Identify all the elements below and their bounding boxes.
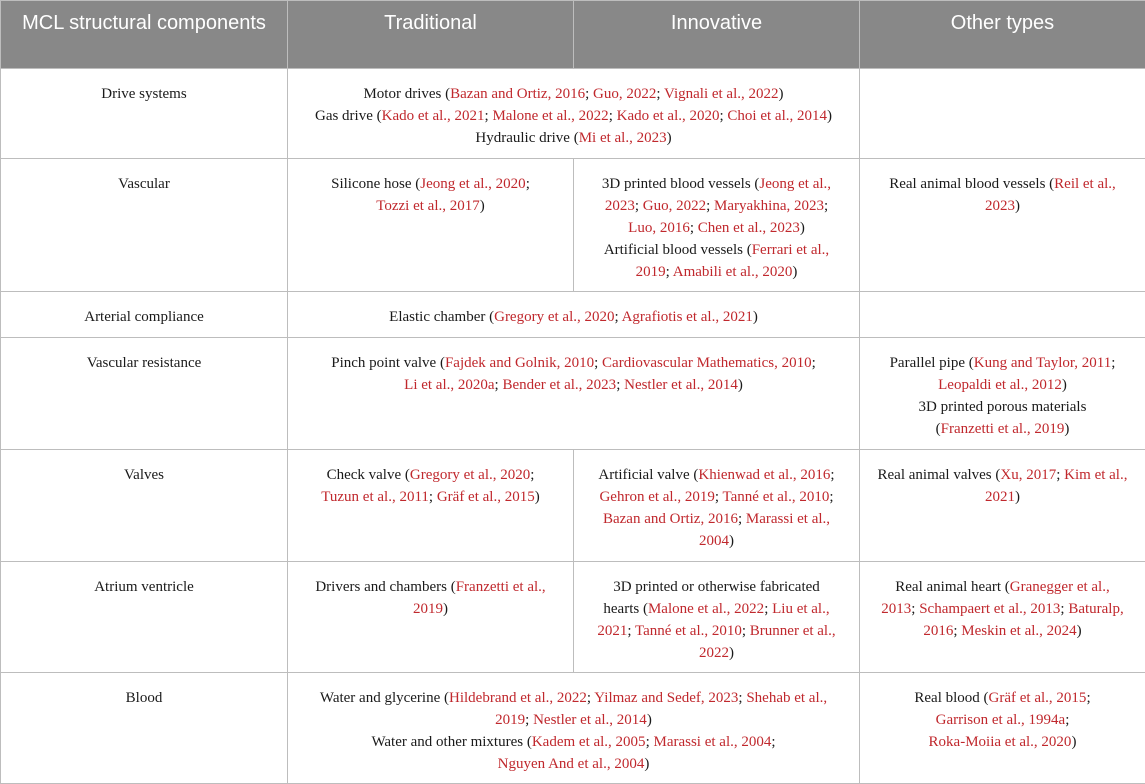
cell-line: Artificial blood vessels (Ferrari et al., (584, 239, 849, 261)
citation-link[interactable]: Khienwad et al., 2016 (698, 467, 830, 483)
citation-link[interactable]: 2004 (699, 533, 729, 549)
citation-link[interactable]: 2019 (413, 601, 443, 617)
citation-link[interactable]: Tanné et al., 2010 (723, 489, 830, 505)
cell-line: Bazan and Ortiz, 2016; Marassi et al., (584, 508, 849, 530)
citation-link[interactable]: 2022 (699, 645, 729, 661)
cell-line: Leopaldi et al., 2012) (870, 374, 1135, 396)
citation-link[interactable]: Franzetti et al., 2019 (941, 421, 1065, 437)
cell-line: Check valve (Gregory et al., 2020; (298, 464, 563, 486)
citation-link[interactable]: 2019 (495, 712, 525, 728)
cell-line: Real blood (Gräf et al., 2015; (870, 687, 1135, 709)
traditional-innovative-cell (288, 292, 860, 338)
citation-link[interactable]: Bazan and Ortiz, 2016 (450, 86, 585, 102)
citation-link[interactable]: Yilmaz and Sedef, 2023 (594, 690, 738, 706)
component-cell: Blood (1, 673, 288, 784)
table-row (1, 69, 1145, 159)
citation-link[interactable]: 2023 (985, 198, 1015, 214)
citation-link[interactable]: Brunner et al., (750, 623, 836, 639)
citation-link[interactable]: Fajdek and Golnik, 2010 (445, 355, 594, 371)
citation-link[interactable]: Luo, 2016 (628, 220, 690, 236)
citation-link[interactable]: Jeong et al., (759, 176, 831, 192)
other-types-cell (860, 562, 1145, 673)
table-row (1, 562, 1145, 673)
component-cell: Valves (1, 450, 288, 562)
cell-line: 2013; Schampaert et al., 2013; Baturalp, (870, 598, 1135, 620)
cell-line: Water and other mixtures (Kadem et al., 2005; Marassi et al., 2004; (298, 731, 849, 753)
cell-line: Nguyen And et al., 2004) (298, 753, 849, 775)
citation-link[interactable]: Roka-Moiia et al., 2020 (929, 734, 1072, 750)
other-types-cell (860, 69, 1145, 159)
cell-line: hearts (Malone et al., 2022; Liu et al., (584, 598, 849, 620)
citation-link[interactable]: Kado et al., 2020 (617, 108, 720, 124)
cell-line: 2021; Tanné et al., 2010; Brunner et al., (584, 620, 849, 642)
citation-link[interactable]: Baturalp, (1068, 601, 1123, 617)
innovative-cell (574, 159, 860, 292)
cell-line: Real animal valves (Xu, 2017; Kim et al., (870, 464, 1135, 486)
cell-line: Tozzi et al., 2017) (298, 195, 563, 217)
cell-line: Silicone hose (Jeong et al., 2020; (298, 173, 563, 195)
cell-line: 2019) (298, 598, 563, 620)
cell-line: Real animal blood vessels (Reil et al., (870, 173, 1135, 195)
citation-link[interactable]: Kim et al., (1064, 467, 1127, 483)
header-traditional: Traditional (288, 1, 574, 69)
citation-link[interactable]: Chen et al., 2023 (698, 220, 800, 236)
citation-link[interactable]: 2021 (985, 489, 1015, 505)
traditional-cell (288, 159, 574, 292)
traditional-cell (288, 562, 574, 673)
component-cell: Arterial compliance (1, 292, 288, 338)
citation-link[interactable]: Tuzun et al., 2011 (321, 489, 429, 505)
cell-line: 2019; Nestler et al., 2014) (298, 709, 849, 731)
cell-line: Gas drive (Kado et al., 2021; Malone et al., 2022; Kado et al., 2020; Choi et al., 2014) (298, 105, 849, 127)
citation-link[interactable]: Guo, 2022 (593, 86, 656, 102)
table-row (1, 292, 1145, 338)
citation-link[interactable]: Nestler et al., 2014 (624, 377, 738, 393)
cell-line: 2016; Meskin et al., 2024) (870, 620, 1135, 642)
header-row (1, 1, 1145, 69)
citation-link[interactable]: Gregory et al., 2020 (494, 309, 614, 325)
cell-line: 2022) (584, 642, 849, 664)
cell-line: 3D printed porous materials (870, 396, 1135, 418)
citation-link[interactable]: Garrison et al., 1994a (936, 712, 1066, 728)
cell-line: Pinch point valve (Fajdek and Golnik, 2010; Cardiovascular Mathematics, 2010; (298, 352, 849, 374)
cell-line: 2019; Amabili et al., 2020) (584, 261, 849, 283)
citation-link[interactable]: 2023 (605, 198, 635, 214)
cell-line: 3D printed blood vessels (Jeong et al., (584, 173, 849, 195)
citation-link[interactable]: Li et al., 2020a (404, 377, 494, 393)
cell-line: Motor drives (Bazan and Ortiz, 2016; Guo, 2022; Vignali et al., 2022) (298, 83, 849, 105)
other-types-cell (860, 673, 1145, 784)
other-types-cell (860, 450, 1145, 562)
citation-link[interactable]: Tozzi et al., 2017 (376, 198, 480, 214)
citation-link[interactable]: Cardiovascular Mathematics, 2010 (602, 355, 812, 371)
citation-link[interactable]: Granegger et al., (1010, 579, 1110, 595)
citation-link[interactable]: Choi et al., 2014 (727, 108, 827, 124)
cell-line: Elastic chamber (Gregory et al., 2020; Agrafiotis et al., 2021) (298, 306, 849, 328)
citation-link[interactable]: Mi et al., 2023 (579, 130, 667, 146)
innovative-cell (574, 450, 860, 562)
citation-link[interactable]: Gräf et al., 2015 (989, 690, 1087, 706)
traditional-innovative-cell (288, 338, 860, 450)
component-cell: Vascular resistance (1, 338, 288, 450)
citation-link[interactable]: Liu et al., (772, 601, 829, 617)
citation-link[interactable]: Bender et al., 2023 (502, 377, 616, 393)
citation-link[interactable]: Shehab et al., (746, 690, 827, 706)
table-row (1, 450, 1145, 562)
citation-link[interactable]: Agrafiotis et al., 2021 (622, 309, 753, 325)
table-row (1, 673, 1145, 784)
citation-link[interactable]: Maryakhina, 2023 (714, 198, 824, 214)
traditional-cell (288, 450, 574, 562)
citation-link[interactable]: Nestler et al., 2014 (533, 712, 647, 728)
cell-line: Tuzun et al., 2011; Gräf et al., 2015) (298, 486, 563, 508)
citation-link[interactable]: Marassi et al., (746, 511, 830, 527)
citation-link[interactable]: Meskin et al., 2024 (961, 623, 1076, 639)
innovative-cell (574, 562, 860, 673)
table-row (1, 338, 1145, 450)
cell-line: Drivers and chambers (Franzetti et al., (298, 576, 563, 598)
cell-line: Real animal heart (Granegger et al., (870, 576, 1135, 598)
cell-line: Water and glycerine (Hildebrand et al., 2022; Yilmaz and Sedef, 2023; Shehab et al., (298, 687, 849, 709)
citation-link[interactable]: Gehron et al., 2019 (599, 489, 714, 505)
citation-link[interactable]: Kung and Taylor, 2011 (974, 355, 1112, 371)
citation-link[interactable]: 2019 (636, 264, 666, 280)
citation-link[interactable]: Jeong et al., 2020 (420, 176, 525, 192)
component-cell: Atrium ventricle (1, 562, 288, 673)
cell-line: Hydraulic drive (Mi et al., 2023) (298, 127, 849, 149)
traditional-innovative-cell (288, 69, 860, 159)
other-types-cell (860, 159, 1145, 292)
cell-line: Parallel pipe (Kung and Taylor, 2011; (870, 352, 1135, 374)
citation-link[interactable]: Reil et al., (1054, 176, 1116, 192)
citation-link[interactable]: Malone et al., 2022 (492, 108, 608, 124)
citation-link[interactable]: Xu, 2017 (1000, 467, 1056, 483)
header-components: MCL structural components (1, 1, 288, 69)
cell-line: 2023) (870, 195, 1135, 217)
cell-line: 2023; Guo, 2022; Maryakhina, 2023; (584, 195, 849, 217)
other-types-cell (860, 292, 1145, 338)
cell-line: Roka-Moiia et al., 2020) (870, 731, 1135, 753)
component-cell: Drive systems (1, 69, 288, 159)
citation-link[interactable]: Ferrari et al., (752, 242, 829, 258)
citation-link[interactable]: Amabili et al., 2020 (673, 264, 793, 280)
citation-link[interactable]: Schampaert et al., 2013 (919, 601, 1060, 617)
citation-link[interactable]: Tanné et al., 2010 (635, 623, 742, 639)
citation-link[interactable]: 2021 (597, 623, 627, 639)
cell-line: Luo, 2016; Chen et al., 2023) (584, 217, 849, 239)
cell-line: (Franzetti et al., 2019) (870, 418, 1135, 440)
cell-line: Gehron et al., 2019; Tanné et al., 2010; (584, 486, 849, 508)
citation-link[interactable]: Hildebrand et al., 2022 (449, 690, 587, 706)
citation-link[interactable]: Bazan and Ortiz, 2016 (603, 511, 738, 527)
cell-line: 2021) (870, 486, 1135, 508)
cell-line: Garrison et al., 1994a; (870, 709, 1135, 731)
citation-link[interactable]: Gregory et al., 2020 (410, 467, 530, 483)
component-cell: Vascular (1, 159, 288, 292)
citation-link[interactable]: Franzetti et al., (456, 579, 546, 595)
citation-link[interactable]: Marassi et al., 2004 (653, 734, 771, 750)
traditional-innovative-cell (288, 673, 860, 784)
other-types-cell (860, 338, 1145, 450)
citation-link[interactable]: Kadem et al., 2005 (532, 734, 646, 750)
citation-link[interactable]: 2013 (881, 601, 911, 617)
citation-link[interactable]: Malone et al., 2022 (648, 601, 764, 617)
cell-line: 3D printed or otherwise fabricated (584, 576, 849, 598)
citation-link[interactable]: Guo, 2022 (643, 198, 706, 214)
header-innovative: Innovative (574, 1, 860, 69)
citation-link[interactable]: Vignali et al., 2022 (664, 86, 779, 102)
citation-link[interactable]: Leopaldi et al., 2012 (938, 377, 1062, 393)
citation-link[interactable]: Nguyen And et al., 2004 (498, 756, 645, 772)
header-other-types: Other types (860, 1, 1145, 69)
table-row (1, 159, 1145, 292)
citation-link[interactable]: Kado et al., 2021 (382, 108, 485, 124)
cell-line: Li et al., 2020a; Bender et al., 2023; Nestler et al., 2014) (298, 374, 849, 396)
cell-line: Artificial valve (Khienwad et al., 2016; (584, 464, 849, 486)
cell-line: 2004) (584, 530, 849, 552)
citation-link[interactable]: Gräf et al., 2015 (437, 489, 535, 505)
citation-link[interactable]: 2016 (923, 623, 953, 639)
